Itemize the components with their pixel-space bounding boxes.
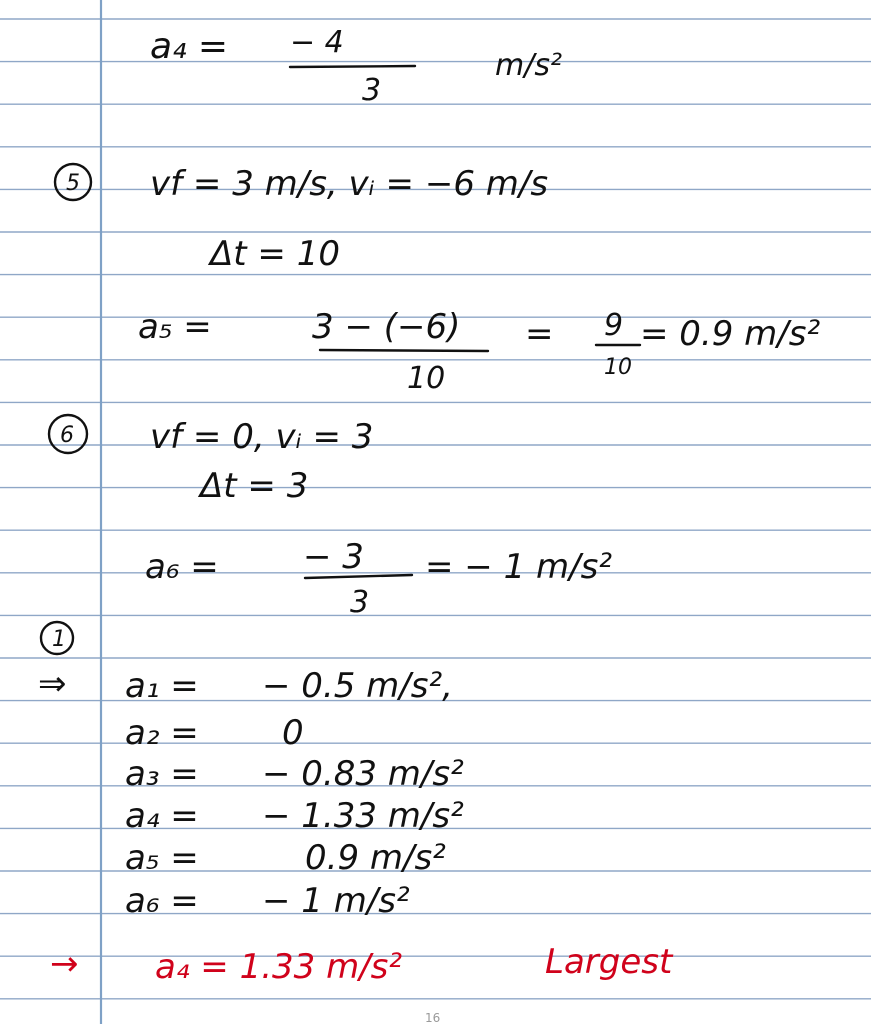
problem-5-line1: vf = 3 m/s, vᵢ = −6 m/s (150, 164, 549, 204)
summary-item-lhs: a₆ = (125, 881, 199, 921)
problem-6-label: 6 (60, 423, 74, 448)
summary-list (125, 666, 464, 921)
summary-item (125, 796, 464, 836)
answer-arrow: → (50, 944, 79, 984)
summary-item (125, 666, 453, 706)
summary-item-lhs: a₄ = (125, 796, 199, 836)
a4-unit: m/s² (495, 48, 562, 83)
answer-note: Largest (545, 942, 673, 982)
a4-denominator: 3 (362, 73, 382, 108)
summary-item-rhs: 0.9 m/s² (305, 838, 446, 878)
summary-item-rhs: − 1.33 m/s² (262, 796, 464, 836)
problem-6 (49, 415, 612, 620)
a5-denominator: 10 (407, 361, 446, 396)
summary-item (125, 713, 304, 753)
a4-numerator: − 4 (290, 25, 344, 60)
a6-lhs: a₆ = (145, 547, 219, 587)
a6-result: = − 1 m/s² (425, 547, 612, 587)
problem-5-line2: Δt = 10 (210, 234, 340, 274)
a4-lhs: a₄ = (150, 26, 229, 67)
problem-5-label: 5 (66, 171, 80, 196)
summary-item-rhs: − 1 m/s² (262, 881, 410, 921)
a6-denominator: 3 (350, 585, 370, 620)
summary-item-lhs: a₁ = (125, 666, 199, 706)
summary-item-rhs: − 0.5 m/s², (262, 666, 453, 706)
page-number: 16 (425, 1011, 441, 1024)
summary-item-lhs: a₅ = (125, 838, 199, 878)
summary-item-lhs: a₃ = (125, 754, 199, 794)
summary-item-rhs: 0 (282, 713, 304, 753)
a5-fraction-bar (320, 350, 488, 351)
problem-6-line2: Δt = 3 (200, 466, 309, 506)
a4-fraction-bar (290, 66, 415, 67)
summary-arrow: ⇒ (38, 664, 67, 704)
a5-lhs: a₅ = (138, 307, 212, 347)
a5-fraction-num: 9 (604, 308, 624, 343)
summary-label: 1 (52, 627, 66, 652)
summary-item-lhs: a₂ = (125, 713, 199, 753)
a5-numerator: 3 − (−6) (312, 307, 461, 347)
problem-6-line1: vf = 0, vᵢ = 3 (150, 417, 374, 457)
a6-numerator: − 3 (303, 537, 364, 577)
problem-5 (55, 164, 820, 396)
summary-item (125, 754, 464, 794)
answer-text: a₄ = 1.33 m/s² (155, 947, 402, 987)
a4-result (150, 25, 562, 108)
final-answer (50, 942, 674, 987)
a5-fraction-den: 10 (604, 355, 632, 380)
summary-item (125, 838, 446, 878)
a5-result: = 0.9 m/s² (640, 314, 821, 354)
a5-equals: = (525, 314, 554, 354)
summary-item (125, 881, 410, 921)
summary-item-rhs: − 0.83 m/s² (262, 754, 464, 794)
